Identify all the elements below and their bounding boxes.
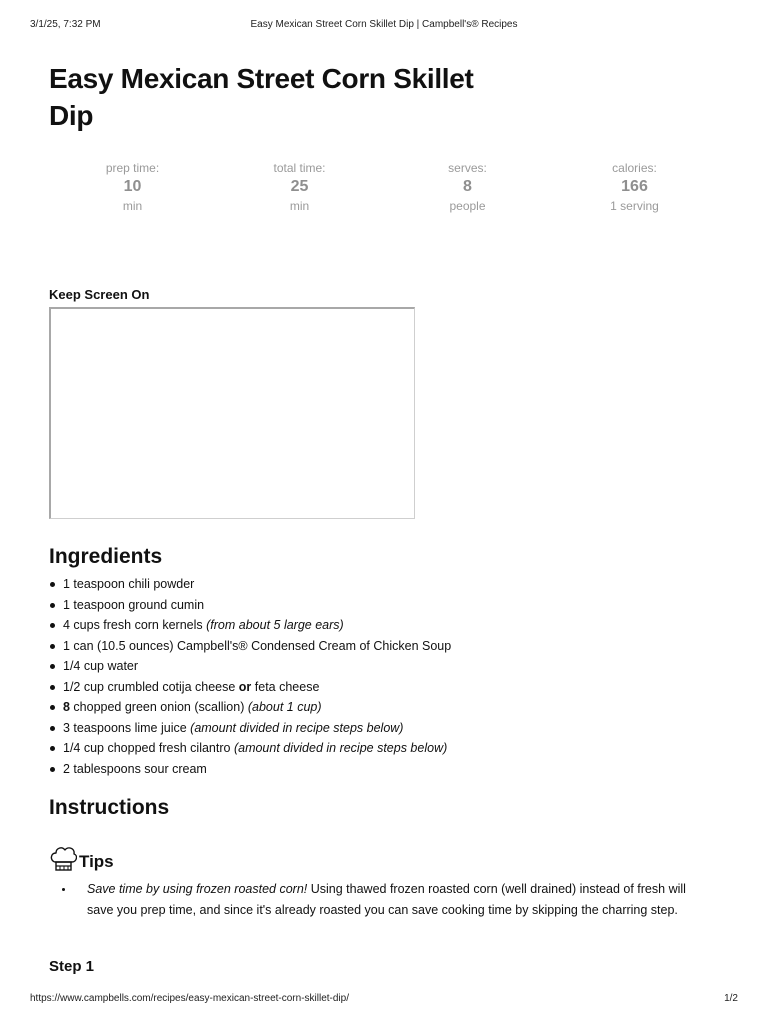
stat-value: 166 <box>621 178 648 195</box>
stat-serves <box>384 160 551 214</box>
print-date: 3/1/25, 7:32 PM <box>30 19 101 30</box>
chef-hat-icon <box>49 845 77 875</box>
instructions-heading: Instructions <box>49 796 170 819</box>
tip-text: Using thawed frozen roasted corn (well drained) instead of fresh will save you prep time, and since it's already roasted you can save cooking time by skipping the charring step. <box>87 882 686 917</box>
ingredient-item <box>49 738 729 759</box>
recipe-title-line-2: Dip <box>49 100 94 131</box>
stat-label: prep time: <box>105 161 160 175</box>
ingredient-text: 4 cups fresh corn kernels <box>63 618 207 632</box>
ingredient-text: 1/4 cup water <box>63 659 139 673</box>
ingredient-or: or <box>238 679 252 694</box>
page-number: 1/2 <box>724 993 738 1004</box>
stat-prep-time <box>49 160 216 214</box>
recipe-stats <box>49 160 718 220</box>
print-document-title: Easy Mexican Street Corn Skillet Dip | Campbell's® Recipes <box>250 19 518 30</box>
tip-item <box>60 879 710 920</box>
ingredient-text: 1/2 cup crumbled cotija cheese <box>63 679 239 694</box>
stat-total-time <box>216 160 383 214</box>
stat-value: 25 <box>290 178 309 195</box>
ingredient-item <box>49 574 729 595</box>
ingredient-text: 3 teaspoons lime juice <box>63 720 191 735</box>
ingredient-text: 1 teaspoon chili powder <box>63 577 195 591</box>
ingredients-list <box>49 574 729 779</box>
recipe-title <box>49 60 519 134</box>
stat-calories <box>551 160 718 214</box>
stat-label: calories: <box>612 161 657 175</box>
ingredient-item <box>49 718 729 739</box>
ingredient-item <box>49 656 729 677</box>
step-heading: Step 1 <box>49 958 95 975</box>
ingredient-text: 1 teaspoon ground cumin <box>63 597 205 612</box>
ingredient-quantity: 8 <box>63 700 70 714</box>
stat-unit: min <box>122 199 143 213</box>
recipe-title-line-1: Easy Mexican Street Corn Skillet <box>49 63 474 94</box>
ingredient-item <box>49 759 729 780</box>
ingredient-text: 1 can (10.5 ounces) Campbell's® Condensed Cream of Chicken Soup <box>63 638 452 653</box>
keep-screen-on-label: Keep Screen On <box>49 287 150 302</box>
print-footer <box>30 993 738 1007</box>
ingredients-heading: Ingredients <box>49 545 163 568</box>
tip-lead: Save time by using frozen roasted corn! <box>87 882 308 896</box>
print-header <box>30 19 738 33</box>
ingredient-text: 2 tablespoons sour cream <box>63 761 207 776</box>
keep-screen-on-frame[interactable] <box>49 307 415 519</box>
tips-label: Tips <box>79 852 114 871</box>
ingredient-text: chopped green onion (scallion) <box>69 700 248 714</box>
ingredient-item <box>49 677 729 698</box>
ingredient-item <box>49 595 729 616</box>
stat-unit: people <box>449 199 486 213</box>
ingredient-note: (amount divided in recipe steps below) <box>233 741 448 755</box>
ingredient-text: 1/4 cup chopped fresh cilantro <box>63 741 234 755</box>
tips-list <box>60 879 710 920</box>
stat-value: 8 <box>463 178 472 195</box>
ingredient-item <box>49 697 729 718</box>
ingredient-alt: feta cheese <box>251 679 320 694</box>
stat-label: serves: <box>448 161 487 175</box>
stat-label: total time: <box>273 161 326 175</box>
stat-unit: min <box>289 199 310 213</box>
print-url: https://www.campbells.com/recipes/easy-mexican-street-corn-skillet-dip/ <box>30 993 349 1004</box>
ingredient-note: (amount divided in recipe steps below) <box>190 720 404 735</box>
ingredient-note: (about 1 cup) <box>247 700 322 714</box>
ingredient-note: (from about 5 large ears) <box>206 618 344 632</box>
ingredient-item <box>49 636 729 657</box>
stat-unit: 1 serving <box>610 199 659 213</box>
ingredient-item <box>49 615 729 636</box>
stat-value: 10 <box>123 178 142 195</box>
